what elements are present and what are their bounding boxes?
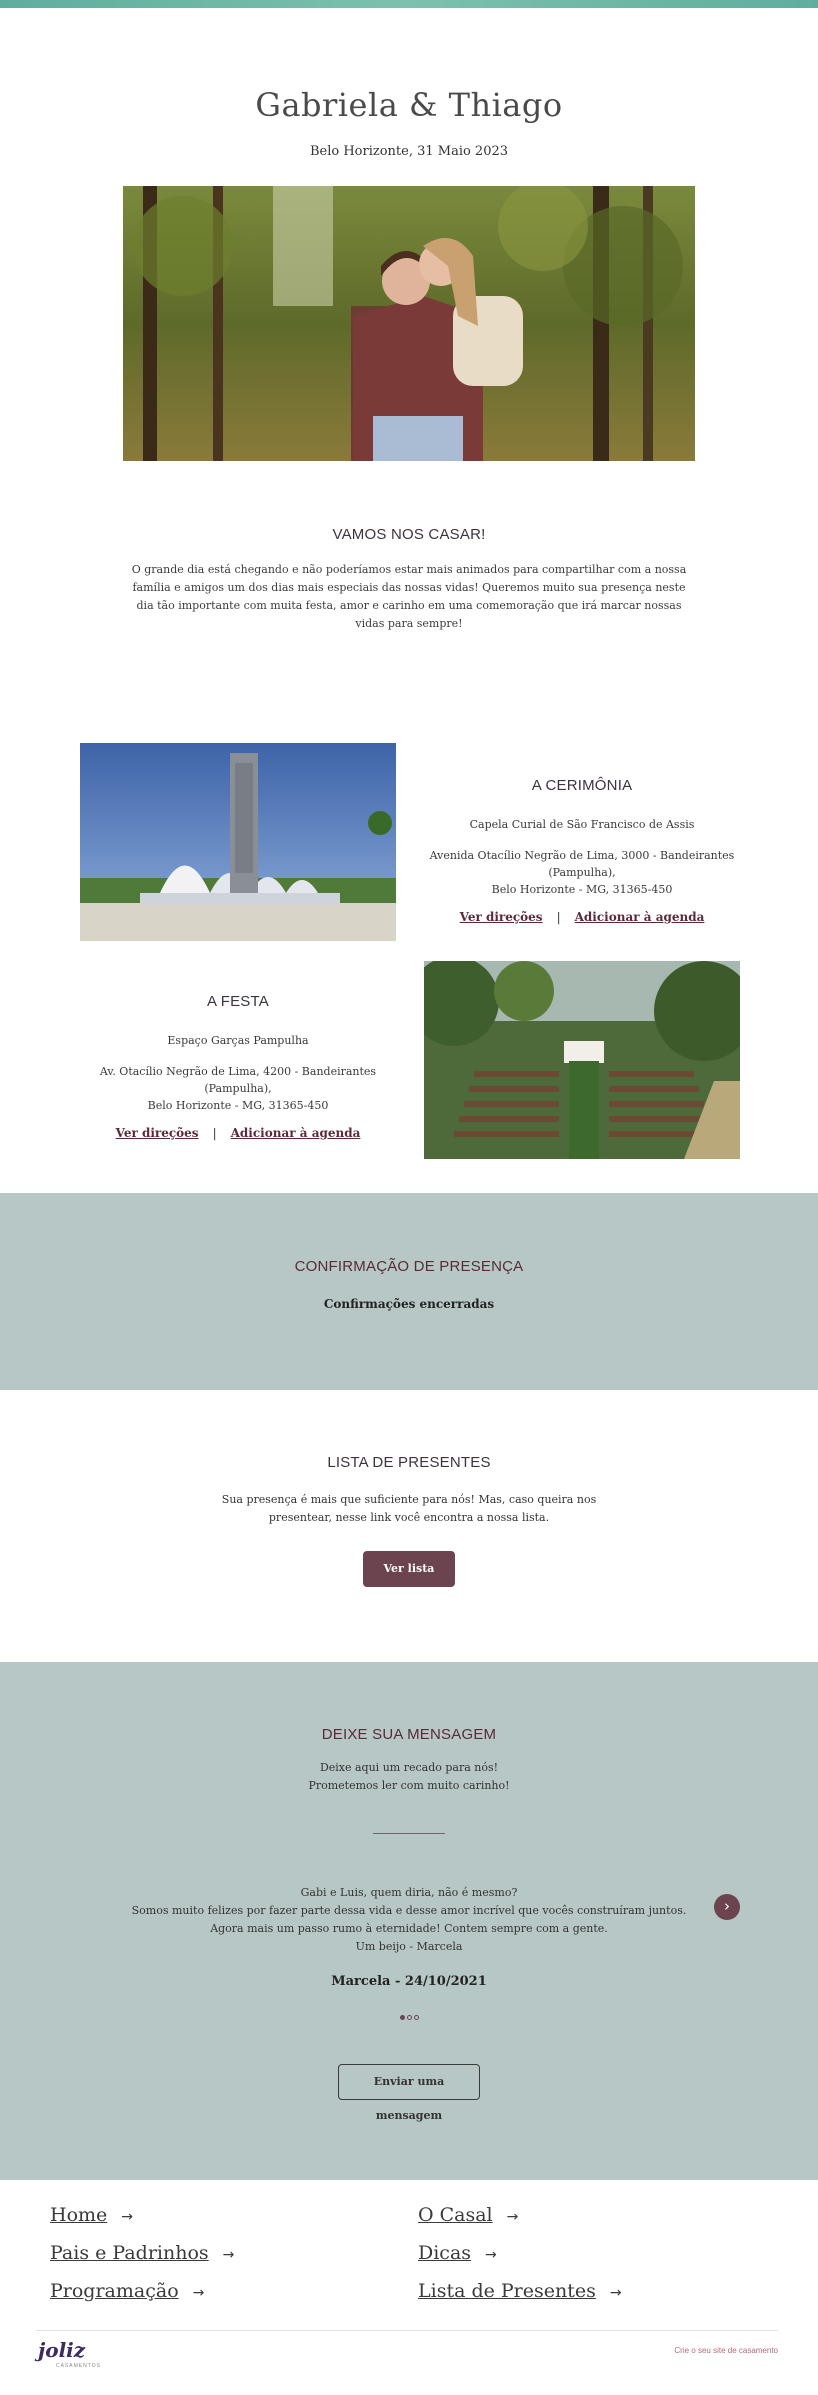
view-gift-list-button[interactable]: Ver lista [363,1551,455,1587]
party-address [80,1063,396,1114]
events-section [0,743,818,1193]
wedding-date-location: Belo Horizonte, 31 Maio 2023 [309,144,509,159]
guest-message-line3: Um beijo - Marcela [355,1940,463,1953]
footer-nav-left [50,2200,234,2314]
intro-title: VAMOS NOS CASAR! [332,526,486,543]
create-site-link[interactable]: Crie o seu site de casamento [674,2346,778,2355]
arrow-right-icon: → [506,2209,519,2225]
party-venue: Espaço Garças Pampulha [167,1034,309,1047]
arrow-right-icon: → [222,2247,235,2263]
gifts-section [0,1390,818,1662]
ceremony-directions-link[interactable]: Ver direções [459,910,543,924]
ceremony-venue: Capela Curial de São Francisco de Assis [469,818,695,831]
ceremony-address [424,847,740,898]
footer [0,2180,818,2372]
footer-link-schedule[interactable] [50,2276,234,2314]
carousel-dot[interactable] [414,2015,419,2020]
couple-photo [123,186,695,461]
joliz-logo[interactable]: joliz [38,2338,86,2362]
party-address-line2: Belo Horizonte - MG, 31365-450 [147,1099,329,1112]
send-message-button[interactable]: Enviar uma mensagem [338,2064,480,2100]
guest-message [114,1884,704,1956]
footer-link-label: Pais e Padrinhos [50,2242,209,2264]
hero-section [0,8,818,461]
footer-link-parents[interactable] [50,2238,234,2276]
intro-section [0,461,818,633]
chevron-right-icon[interactable]: › [714,1894,740,1920]
top-accent-bar [0,0,818,8]
footer-divider [36,2330,778,2331]
messages-section [0,1662,818,2180]
carousel-dot[interactable] [407,2015,412,2020]
ceremony-calendar-link[interactable]: Adicionar à agenda [574,910,705,924]
arrow-right-icon: → [609,2285,622,2301]
arrow-right-icon: → [192,2285,205,2301]
ceremony-links [424,910,740,924]
ceremony-address-line1: Avenida Otacílio Negrão de Lima, 3000 - Bandeirantes (Pampulha), [429,849,735,879]
party-info [80,993,396,1140]
footer-link-home[interactable] [50,2200,234,2238]
ceremony-address-line2: Belo Horizonte - MG, 31365-450 [491,883,673,896]
footer-link-label: Lista de Presentes [418,2280,596,2302]
ceremony-title: A CERIMÔNIA [531,777,633,794]
rsvp-section [0,1193,818,1390]
messages-title: DEIXE SUA MENSAGEM [321,1726,497,1743]
link-separator: | [212,1126,217,1140]
gifts-title: LISTA DE PRESENTES [327,1454,491,1471]
footer-link-gift-list[interactable] [418,2276,622,2314]
party-directions-link[interactable]: Ver direções [115,1126,199,1140]
carousel-dots [0,2005,818,2024]
footer-link-label: Programação [50,2280,179,2302]
carousel-dot[interactable] [400,2015,405,2020]
chapel-photo [80,743,396,941]
intro-text: O grande dia está chegando e não poderíamos estar mais animados para compartilhar com a nossa família e amigos um dos dias mais especiais das nossas vidas! Queremos muito sua presença neste dia tão importante com muita festa, amor e carinho em uma comemoração que irá marcar nossas vidas para sempre! [131,563,687,630]
couple-names-title: Gabriela & Thiago [255,86,563,124]
arrow-right-icon: → [121,2209,134,2225]
footer-link-label: O Casal [418,2204,493,2226]
ceremony-info [424,777,740,924]
guest-message-line2: Somos muito felizes por fazer parte dessa vida e desse amor incrível que vocês construíram juntos. Agora mais um passo rumo à eternidade! Contem sempre com a gente. [131,1904,687,1935]
messages-lead [0,1759,818,1795]
footer-link-tips[interactable] [418,2238,622,2276]
guest-message-line1: Gabi e Luis, quem diria, não é mesmo? [300,1886,518,1899]
venue-garden-photo [424,961,740,1159]
messages-lead-line2: Prometemos ler com muito carinho! [308,1779,510,1792]
rsvp-title: CONFIRMAÇÃO DE PRESENÇA [294,1258,524,1275]
gifts-text: Sua presença é mais que suficiente para nós! Mas, caso queira nos presentear, nesse link você encontra a nossa lista. [221,1493,597,1524]
footer-link-couple[interactable] [418,2200,622,2238]
rsvp-status: Confirmações encerradas [323,1297,495,1311]
footer-link-label: Dicas [418,2242,472,2264]
divider [373,1833,445,1834]
message-author: Marcela - 24/10/2021 [331,1974,487,1989]
footer-link-label: Home [50,2204,108,2226]
party-links [80,1126,396,1140]
party-calendar-link[interactable]: Adicionar à agenda [230,1126,361,1140]
link-separator: | [556,910,561,924]
arrow-right-icon: → [485,2247,497,2263]
party-address-line1: Av. Otacílio Negrão de Lima, 4200 - Bandeirantes (Pampulha), [99,1065,377,1095]
messages-lead-line1: Deixe aqui um recado para nós! [319,1761,499,1774]
party-title: A FESTA [207,993,269,1010]
footer-nav-right [418,2200,622,2314]
logo-tagline: CASAMENTOS [56,2363,101,2369]
